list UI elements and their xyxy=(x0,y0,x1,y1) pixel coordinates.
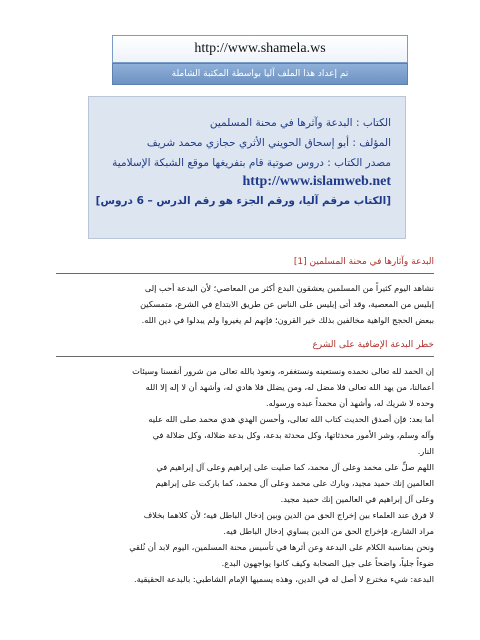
paragraph-line: نشاهد اليوم كثيراً من المسلمين يعشقون البدع أكثر من المعاصي؛ لأن البدعة أحب إلى xyxy=(144,283,434,293)
book-numbering: [الكتاب مرقم آليا، ورقم الجزء هو رقم الدرس – 6 دروس] xyxy=(95,195,391,207)
paragraph-line: وحده لا شريك له، وأشهد أن محمداً عبده ورسوله. xyxy=(265,398,434,408)
paragraph-line: اللهم صلِّ على محمد وعلى آل محمد، كما صليت على إبراهيم وعلى آل إبراهيم في xyxy=(156,462,434,472)
paragraph-line: ونحن بمناسبة الكلام على البدعة وعن أثرها في تأسيس محنة المسلمين، اليوم لابد أن نُلقي xyxy=(129,542,434,552)
header-banner: تم إعداد هذا الملف آليا بواسطة المكتبة الشاملة xyxy=(112,63,408,85)
paragraph-line: إبليس من المعصية، وقد أتى إبليس على الناس عن طريق الابتداع في الشرع، متمسكين xyxy=(140,299,434,309)
section-heading: خطر البدعة الإضافية على الشرع xyxy=(312,340,434,350)
document-body xyxy=(56,255,434,587)
section-heading xyxy=(56,255,434,269)
paragraph-line: العالمين إنك حميد مجيد، وبارك على محمد وعلى آل محمد، كما باركت على إبراهيم xyxy=(155,478,434,488)
divider xyxy=(56,356,434,357)
book-title: الكتاب : البدعة وآثرها في محنة المسلمين xyxy=(209,117,391,129)
paragraph-line: أما بعد: فإن أصدق الحديث كتاب الله تعالى، وأحسن الهدي هدي محمد صلى الله عليه xyxy=(148,414,434,424)
footnote-ref[interactable]: [1] xyxy=(293,257,307,267)
divider xyxy=(56,273,434,274)
paragraph-line: وآله وسلم، وشر الأمور محدثاتها، وكل محدثة بدعة، وكل بدعة ضلالة، وكل ضلالة في xyxy=(152,430,434,440)
header-url[interactable]: http://www.shamela.ws xyxy=(112,35,408,63)
paragraph-line: ضوءاً جلياً، واضحاً على جيل الصحابة وكيف كانوا يواجهون البدع. xyxy=(221,558,434,568)
paragraph-line: مراد الشارع، فإخراج الحق من الدين يساوي إدخال الباطل فيه. xyxy=(223,526,434,536)
book-source: مصدر الكتاب : دروس صوتية قام بتفريغها موقع الشبكة الإسلامية xyxy=(112,157,391,169)
paragraph-line: النار. xyxy=(417,446,434,456)
book-info-box xyxy=(88,96,406,239)
paragraph-line: أعمالنا، من يهد الله تعالى فلا مضل له، ومن يضلل فلا هادي له، وأشهد أن لا إله إلا الله xyxy=(145,382,434,392)
book-website-link[interactable]: http://www.islamweb.net xyxy=(242,174,391,189)
paragraph-line: ببعض الحجج الواهية مخالفين بذلك خير القرون؛ فإنهم لم يغيروا ولم يبدلوا في دين الله. xyxy=(141,315,434,325)
section-heading-text: البدعة وآثارها في محنة المسلمين xyxy=(309,257,434,267)
paragraph-line: إن الحمد لله تعالى نحمده ونستعينه ونستغفره، ونعوذ بالله تعالى من شرور أنفسنا وسيئات xyxy=(132,366,434,376)
paragraph-line: وعلى آل إبراهيم في العالمين إنك حميد مجيد. xyxy=(280,494,434,504)
book-author: المؤلف : أبو إسحاق الحويني الأثري حجازي محمد شريف xyxy=(146,137,391,149)
paragraph-line: لا فرق عند العلماء بين إخراج الحق من الدين وبين إدخال الباطل فيه؛ لأن كلاهما بخلاف xyxy=(143,510,434,520)
paragraph-line: البدعة: شيء مخترع لا أصل له في الدين، وهذه يسميها الإمام الشاطبي: بالبدعة الحقيقية. xyxy=(134,574,434,584)
